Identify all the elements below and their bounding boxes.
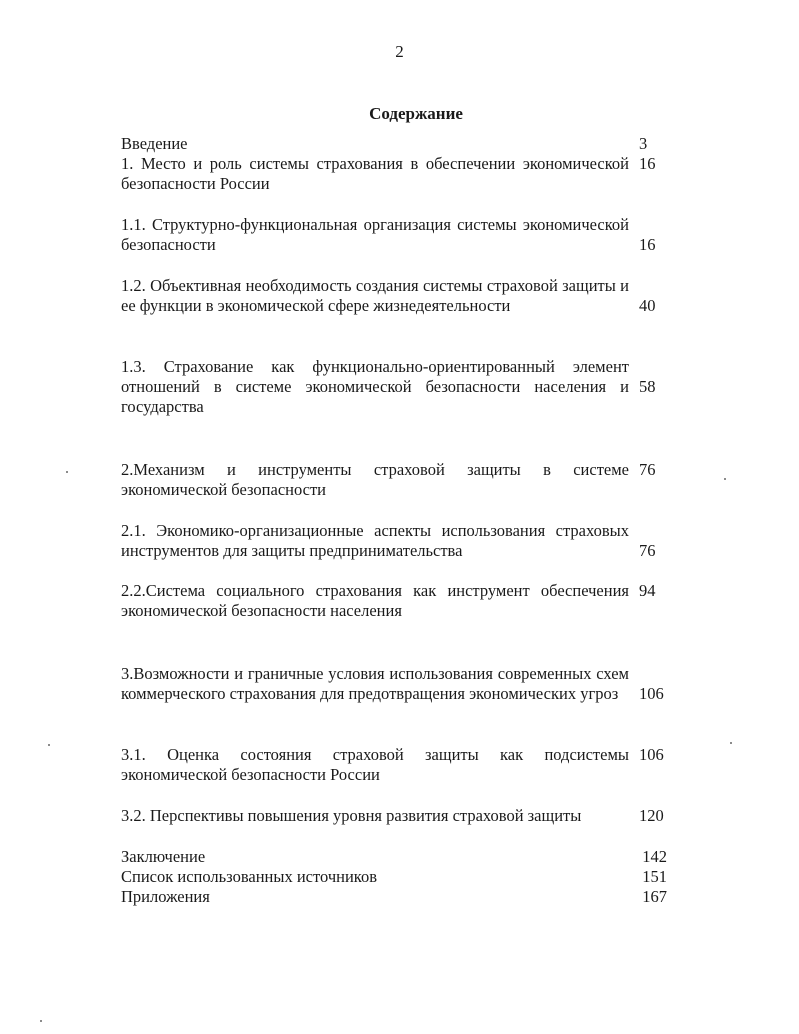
toc-page-chapter-3: 106 — [639, 684, 664, 703]
toc-entry-chapter-1: 1. Место и роль системы страхования в обеспечении экономической безопасности России — [121, 154, 629, 193]
toc-entry-references: Список использованных источников — [121, 867, 377, 886]
toc-page-section-1-2: 40 — [639, 296, 656, 315]
toc-page-appendices: 167 — [642, 887, 667, 906]
toc-entry-chapter-3: 3.Возможности и граничные условия использования современных схем коммерческого страхования для предотвращения экономических угроз — [121, 664, 629, 703]
toc-page-section-2-1: 76 — [639, 541, 656, 560]
toc-entry-introduction: Введение — [121, 134, 188, 153]
toc-entry-section-1-2: 1.2. Объективная необходимость создания системы страховой защиты и ее функции в экономической сфере жизнедеятельности — [121, 276, 629, 315]
toc-entry-chapter-2: 2.Механизм и инструменты страховой защиты в системе экономической безопасности — [121, 460, 629, 499]
toc-entry-section-2-2: 2.2.Система социального страхования как инструмент обеспечения экономической безопасности населения — [121, 581, 629, 620]
toc-page-chapter-1: 16 — [639, 154, 656, 173]
contents-title: Содержание — [369, 104, 463, 123]
toc-page-section-1-1: 16 — [639, 235, 656, 254]
toc-page-section-1-3: 58 — [639, 377, 656, 396]
toc-entry-section-3-1: 3.1. Оценка состояния страховой защиты как подсистемы экономической безопасности России — [121, 745, 629, 784]
page-number: 2 — [395, 42, 404, 61]
scan-speck — [724, 478, 726, 480]
scan-speck — [730, 742, 732, 744]
toc-page-conclusion: 142 — [642, 847, 667, 866]
toc-entry-appendices: Приложения — [121, 887, 210, 906]
toc-page-section-2-2: 94 — [639, 581, 656, 600]
scan-speck — [40, 1020, 42, 1022]
toc-page-section-3-1: 106 — [639, 745, 664, 764]
toc-entry-conclusion: Заключение — [121, 847, 206, 866]
scan-speck — [48, 744, 50, 746]
toc-page-section-3-2: 120 — [639, 806, 664, 825]
toc-page-introduction: 3 — [639, 134, 648, 153]
toc-entry-section-2-1: 2.1. Экономико-организационные аспекты использования страховых инструментов для защиты предпринимательства — [121, 521, 629, 560]
toc-page-references: 151 — [642, 867, 667, 886]
toc-entry-section-3-2: 3.2. Перспективы повышения уровня развития страховой защиты — [121, 806, 582, 825]
toc-entry-section-1-1: 1.1. Структурно-функциональная организация системы экономической безопасности — [121, 215, 629, 254]
toc-entry-section-1-3: 1.3. Страхование как функционально-ориентированный элемент отношений в системе экономической безопасности населения и государства — [121, 357, 629, 416]
toc-page-chapter-2: 76 — [639, 460, 656, 479]
scan-speck — [66, 471, 68, 473]
